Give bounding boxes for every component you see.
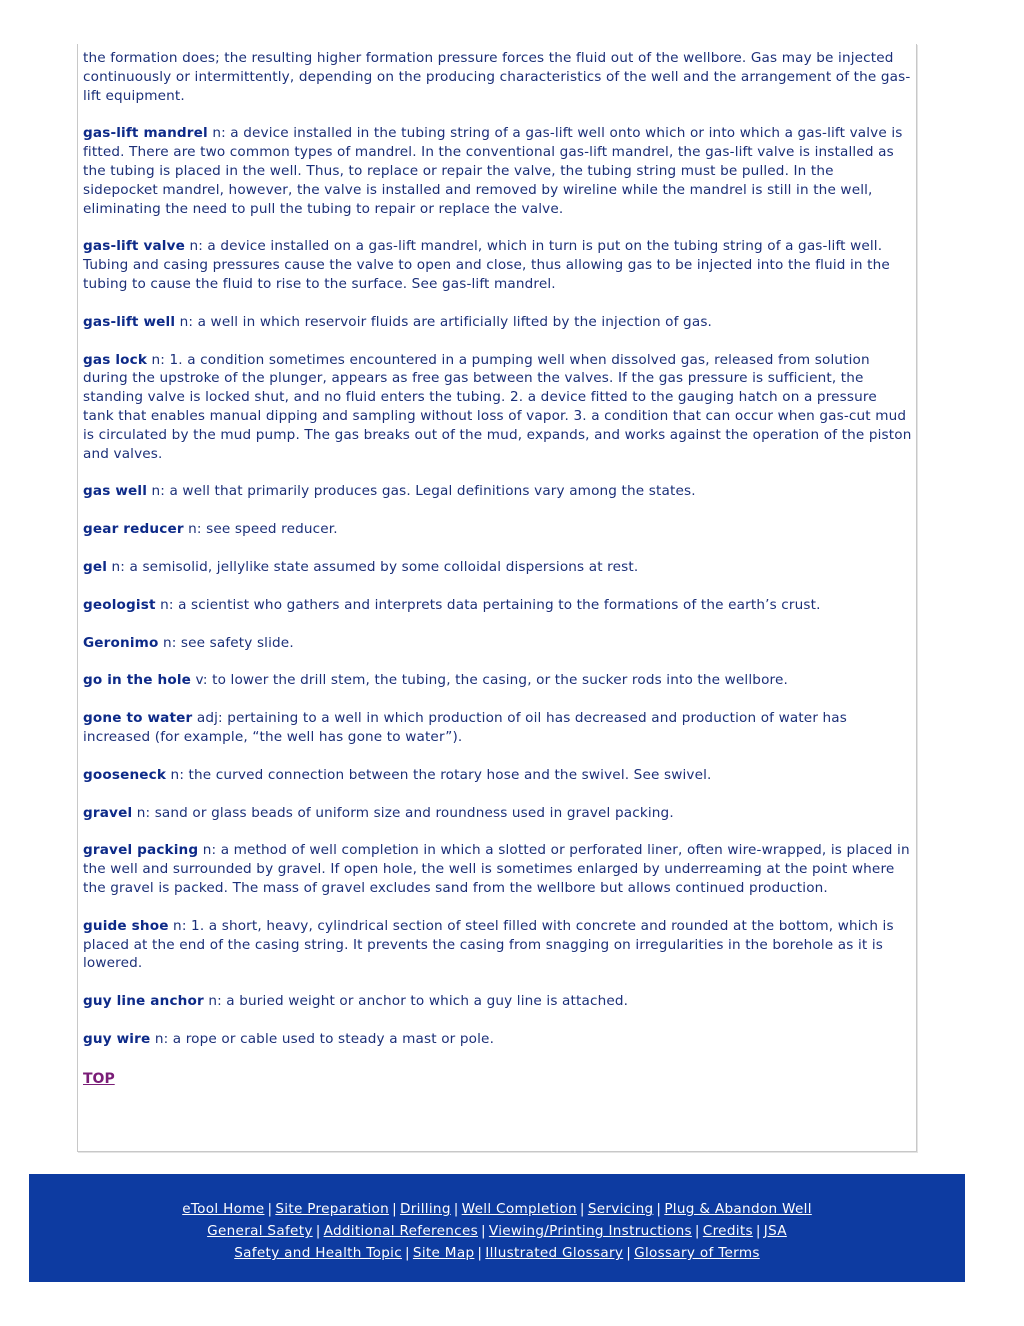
footer-separator: | <box>481 1223 486 1239</box>
footer-separator: | <box>755 1223 761 1239</box>
glossary-entry <box>83 766 912 785</box>
glossary-term: guide shoe <box>83 917 169 934</box>
footer-link[interactable]: eTool Home <box>182 1201 265 1217</box>
glossary-definition: n: a well that primarily produces gas. Legal definitions vary among the states. <box>147 483 696 500</box>
footer-links <box>29 1198 965 1264</box>
glossary-term: gravel <box>83 804 133 821</box>
glossary-entries <box>83 124 912 1048</box>
glossary-entry <box>83 313 912 332</box>
glossary-definition: n: a device installed in the tubing string of a gas-lift well onto which or into which a gas-lift valve is fitted. There are two common types of mandrel. In the conventional gas-lift mandrel, the gas-lift valve is installed as the tubing is placed in the well. Thus, to replace or repair the valve, the tubing string must be pulled. In the sidepocket mandrel, however, the valve is installed and removed by wireline while the mandrel is still in the well, eliminating the need to pull the tubing to repair or replace the valve. <box>83 125 903 217</box>
footer-link[interactable]: Plug & Abandon Well <box>664 1201 812 1217</box>
footer-separator: | <box>694 1223 700 1239</box>
glossary-definition: n: a semisolid, jellylike state assumed by some colloidal dispersions at rest. <box>107 558 639 575</box>
glossary-definition: n: the curved connection between the rotary hose and the swivel. See swivel. <box>166 766 712 783</box>
glossary-entry <box>83 709 912 747</box>
glossary-term: gravel packing <box>83 842 199 859</box>
glossary-definition: n: a well in which reservoir fluids are artificially lifted by the injection of gas. <box>175 313 713 330</box>
glossary-entry <box>83 124 912 218</box>
footer-nav <box>29 1174 965 1282</box>
glossary-entry <box>83 520 912 539</box>
glossary-definition: n: see safety slide. <box>158 634 294 651</box>
footer-link[interactable]: JSA <box>763 1223 787 1239</box>
glossary-term: gas-lift valve <box>83 238 185 255</box>
glossary-definition: v: to lower the drill stem, the tubing, the casing, or the sucker rods into the wellbore. <box>191 672 788 689</box>
footer-separator: | <box>453 1201 459 1217</box>
glossary-entry <box>83 237 912 293</box>
glossary-definition: n: see speed reducer. <box>183 521 338 538</box>
footer-link[interactable]: Site Preparation <box>275 1201 390 1217</box>
glossary-term: gas well <box>83 483 148 500</box>
glossary-term: gone to water <box>83 710 193 727</box>
footer-link[interactable]: Drilling <box>399 1201 451 1217</box>
footer-link[interactable]: Site Map <box>412 1245 475 1261</box>
footer-link[interactable]: Additional References <box>323 1223 478 1239</box>
footer-row <box>29 1242 965 1264</box>
glossary-definition: n: a device installed on a gas-lift mandrel, which in turn is put on the tubing string of a gas-lift well. Tubing and casing pressures cause the valve to open and close, thus allowing gas to be injected into the fluid in the tubing to cause the fluid to rise to the surface. See gas-lift mandrel. <box>83 238 890 292</box>
glossary-term: gel <box>83 558 108 575</box>
glossary-term: Geronimo <box>83 634 159 651</box>
glossary-entry <box>83 351 912 464</box>
glossary-entry <box>83 671 912 690</box>
glossary-entry <box>83 992 912 1011</box>
glossary-entry <box>83 596 912 615</box>
footer-separator: | <box>392 1201 397 1217</box>
glossary-entry <box>83 482 912 501</box>
glossary-entry <box>83 558 912 577</box>
footer-separator: | <box>477 1245 483 1261</box>
glossary-entry <box>83 841 912 897</box>
footer-link[interactable]: Glossary of Terms <box>634 1245 760 1261</box>
glossary-definition: n: a rope or cable used to steady a mast or pole. <box>150 1030 495 1047</box>
glossary-term: geologist <box>83 596 156 613</box>
glossary-definition: n: a buried weight or anchor to which a guy line is attached. <box>203 993 629 1010</box>
glossary-term: guy wire <box>83 1030 151 1047</box>
footer-link[interactable]: Viewing/Printing Instructions <box>488 1223 692 1239</box>
footer-link[interactable]: Safety and Health Topic <box>234 1245 402 1261</box>
glossary-term: gas lock <box>83 351 148 368</box>
glossary-definition: n: 1. a short, heavy, cylindrical section of steel filled with concrete and rounded at the bottom, which is placed at the end of the casing string. It prevents the casing from snagging on irregularities in the borehole as it is lowered. <box>83 917 894 972</box>
top-link[interactable]: TOP <box>83 1070 115 1087</box>
glossary-term: guy line anchor <box>83 993 204 1010</box>
glossary-entry <box>83 634 912 653</box>
glossary-term: gooseneck <box>83 766 167 783</box>
glossary-term: go in the hole <box>83 672 191 689</box>
footer-row <box>29 1198 965 1220</box>
footer-separator: | <box>315 1223 321 1239</box>
footer-separator: | <box>626 1245 632 1261</box>
glossary-entry <box>83 917 912 973</box>
glossary-term: gear reducer <box>83 521 184 538</box>
footer-row <box>29 1220 965 1242</box>
glossary-term: gas-lift well <box>83 313 176 330</box>
footer-separator: | <box>267 1201 273 1217</box>
glossary-definition: n: a method of well completion in which a slotted or perforated liner, often wire-wrapped, is placed in the well and surrounded by gravel. If open hole, the well is sometimes enlarged by underreaming at the point where the gravel is packed. The mass of gravel excludes sand from the wellbore but allows continued production. <box>83 842 910 896</box>
footer-link[interactable]: Illustrated Glossary <box>485 1245 624 1261</box>
glossary-definition: n: 1. a condition sometimes encountered in a pumping well when dissolved gas, released from solution during the upstroke of the plunger, appears as free gas between the valves. If the gas pressure is sufficient, the standing valve is locked shut, and no fluid enters the tubing. 2. a device fitted to the gauging hatch on a pressure tank that enables manual dipping and sampling without loss of vapor. 3. a condition that can occur when gas-cut mud is circulated by the mud pump. The gas breaks out of the mud, expands, and works against the operation of the piston and valves. <box>83 351 912 462</box>
glossary-definition: adj: pertaining to a well in which production of oil has decreased and production of water has increased (for example, “the well has gone to water”). <box>83 710 848 745</box>
glossary-entry <box>83 804 912 823</box>
footer-link[interactable]: General Safety <box>207 1223 313 1239</box>
footer-separator: | <box>656 1201 662 1217</box>
glossary-term: gas-lift mandrel <box>83 125 208 142</box>
glossary-entry <box>83 1030 912 1049</box>
footer-separator: | <box>405 1245 410 1261</box>
glossary-content <box>77 44 917 1152</box>
footer-link[interactable]: Well Completion <box>461 1201 577 1217</box>
intro-paragraph: the formation does; the resulting higher formation pressure forces the fluid out of the wellbore. Gas may be injected continuously or intermittently, depending on the producing characteristics of the well and the arrangement of the gas-lift equipment. <box>83 50 911 104</box>
footer-link[interactable]: Servicing <box>587 1201 654 1217</box>
glossary-definition: n: sand or glass beads of uniform size and roundness used in gravel packing. <box>132 804 674 821</box>
footer-link[interactable]: Credits <box>702 1223 753 1239</box>
glossary-definition: n: a scientist who gathers and interprets data pertaining to the formations of the earth’s crust. <box>155 596 821 613</box>
footer-separator: | <box>579 1201 585 1217</box>
